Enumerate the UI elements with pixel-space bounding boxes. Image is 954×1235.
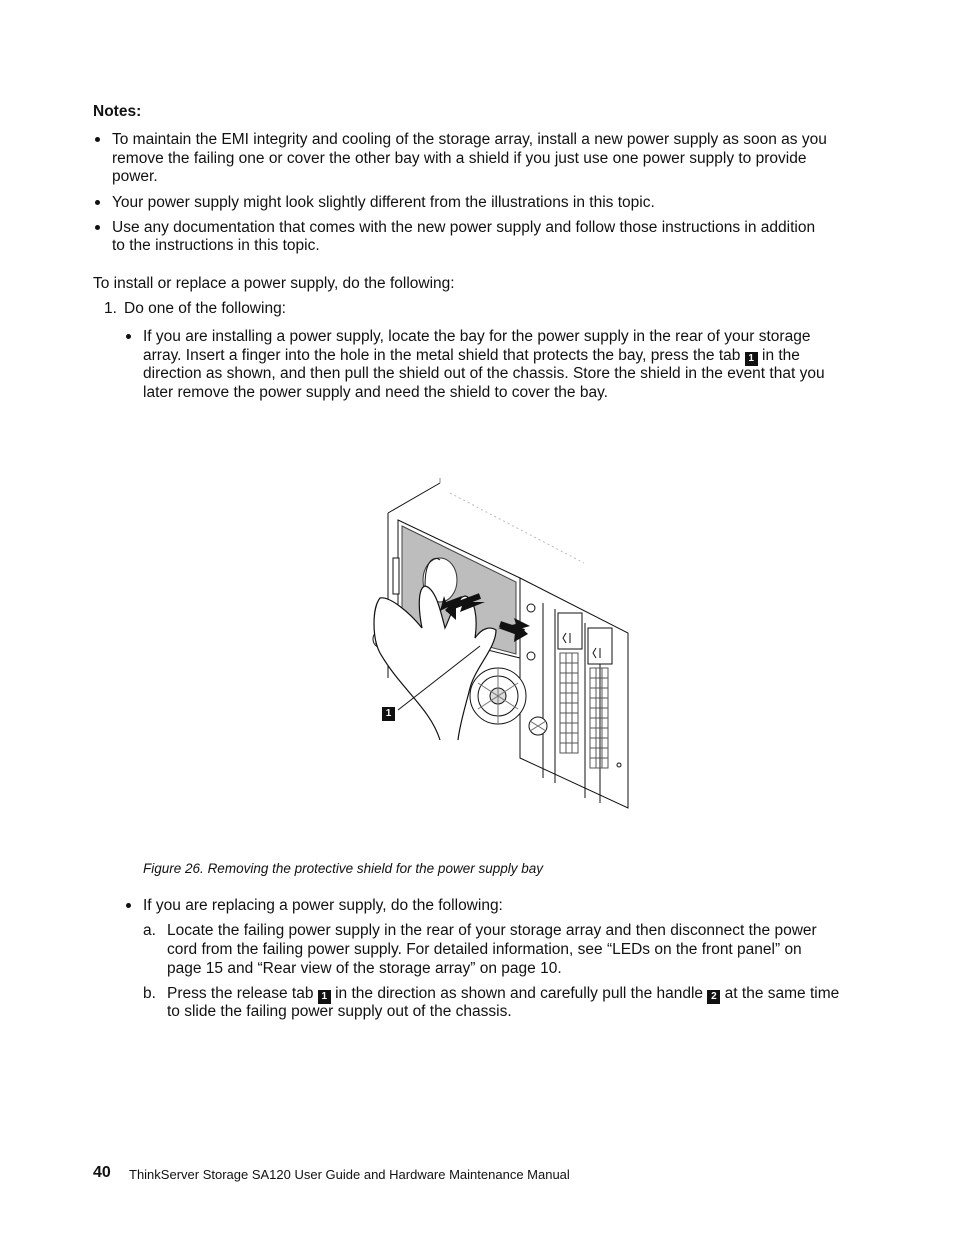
- power-supply-shield-illustration: [370, 478, 632, 812]
- figure-caption-label: Figure 26.: [143, 861, 204, 876]
- bullet-marker: [95, 194, 103, 202]
- note-1-line-1: To maintain the EMI integrity and cooling of the storage array, install a new power supply as soon as you: [112, 131, 827, 148]
- bullet-marker: [95, 131, 103, 139]
- substep-b-label: b.: [143, 985, 156, 1002]
- bullet1-line-1: If you are installing a power supply, locate the bay for the power supply in the rear of your storage: [143, 328, 811, 345]
- bullet2-text: If you are replacing a power supply, do the following:: [143, 897, 503, 914]
- bullet1-line-3: direction as shown, and then pull the shield out of the chassis. Store the shield in the event that you: [143, 365, 825, 382]
- substep-a-line-1: Locate the failing power supply in the rear of your storage array and then disconnect the power: [167, 922, 817, 939]
- footer-title: ThinkServer Storage SA120 User Guide and Hardware Maintenance Manual: [129, 1167, 570, 1182]
- bullet-marker: [126, 328, 134, 336]
- callout-tag-1: 1: [745, 352, 758, 366]
- figure-caption-text: Removing the protective shield for the power supply bay: [207, 861, 543, 876]
- figure-callout-1: 1: [382, 707, 395, 721]
- bullet1-line-2a: array. Insert a finger into the hole in the metal shield that protects the bay, press the tab: [143, 347, 741, 364]
- callout-tag-1: 1: [318, 990, 331, 1004]
- page-number: 40: [93, 1164, 111, 1181]
- substep-a-line-3: page 15 and “Rear view of the storage array” on page 10.: [167, 960, 562, 977]
- substep-b-part-1: Press the release tab: [167, 985, 314, 1002]
- step-1-text: Do one of the following:: [124, 300, 286, 317]
- note-2-line-1: Your power supply might look slightly different from the illustrations in this topic.: [112, 194, 655, 211]
- bullet-marker: [126, 897, 134, 905]
- bullet1-line-2b: in the: [762, 347, 800, 364]
- figure-caption: [143, 861, 543, 876]
- bullet1-line-2: [143, 347, 800, 366]
- intro-text: To install or replace a power supply, do the following:: [93, 275, 455, 292]
- note-1-line-3: power.: [112, 168, 158, 185]
- callout-tag-2: 2: [707, 990, 720, 1004]
- note-3-line-2: to the instructions in this topic.: [112, 237, 320, 254]
- note-1-line-2: remove the failing one or cover the other bay with a shield if you just use one power supply to provide: [112, 150, 807, 167]
- note-3-line-1: Use any documentation that comes with the new power supply and follow those instructions in addition: [112, 219, 816, 236]
- step-1-number: 1.: [104, 300, 117, 317]
- substep-b-part-3: at the same time: [724, 985, 840, 1002]
- substep-b-part-2: in the direction as shown and carefully pull the handle: [335, 985, 704, 1002]
- substep-b-line-2: to slide the failing power supply out of the chassis.: [167, 1003, 512, 1020]
- notes-title: Notes:: [93, 103, 142, 120]
- bullet-marker: [95, 219, 103, 227]
- substep-a-line-2: cord from the failing power supply. For detailed information, see “LEDs on the front panel” on: [167, 941, 802, 958]
- substep-b-line-1: [167, 985, 839, 1004]
- bullet1-line-4: later remove the power supply and need the shield to cover the bay.: [143, 384, 608, 401]
- substep-a-label: a.: [143, 922, 156, 939]
